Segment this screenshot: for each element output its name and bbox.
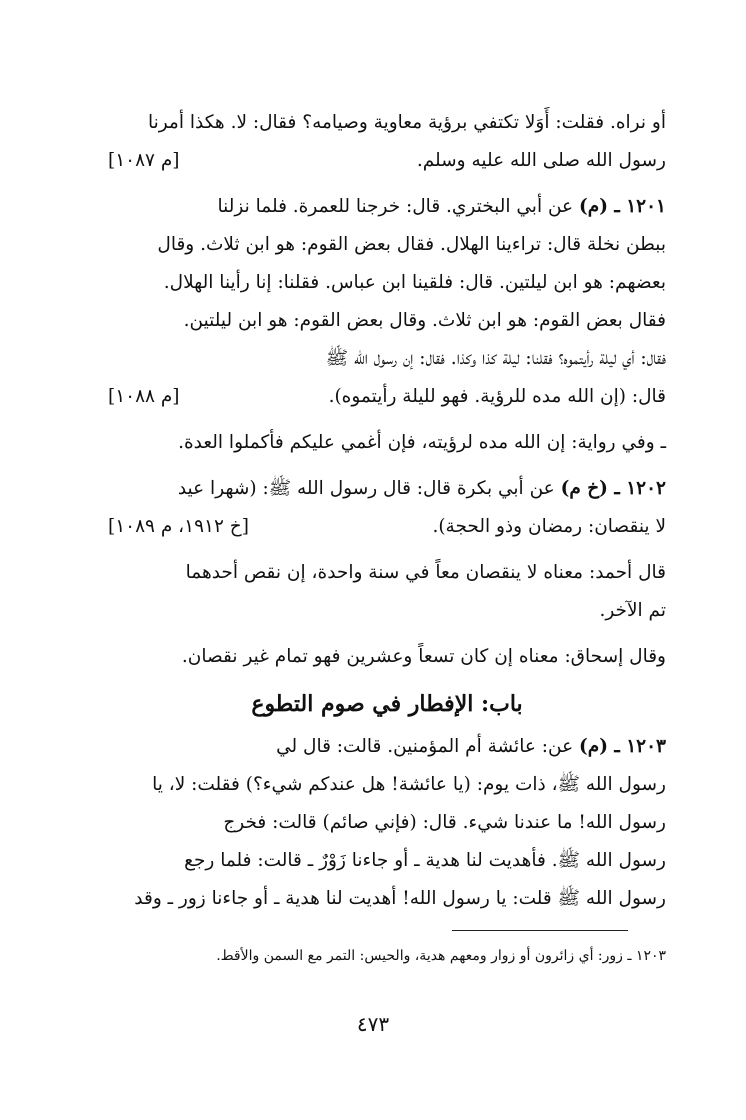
- text-line: [108, 508, 666, 546]
- footnote-divider: [452, 930, 628, 931]
- narration-note: [108, 424, 666, 462]
- text-segment: لا ينقصان: رمضان وذو الحجة).: [432, 516, 666, 537]
- hadith-number: ١٢٠٣ ـ (م): [578, 736, 666, 757]
- footnote: ١٢٠٣ ـ زور: أي زائرون أو زوار ومعهم هدية، والحيس: التمر مع السمن والأقط.: [216, 948, 666, 964]
- text-line: [108, 470, 666, 508]
- text-line: أو نراه. فقلت: أَوَلا تكتفي برؤية معاوية وصيامه؟ فقال: لا. هكذا أمرنا: [147, 112, 666, 133]
- text-line: ـ وفي رواية: إن الله مده لرؤيته، فإن أغمي عليكم فأكملوا العدة.: [178, 432, 666, 453]
- ahmad-commentary: [108, 554, 666, 630]
- text-line: رسول الله ﷺ قلت: يا رسول الله! أهديت لنا هدية ـ أو جاءنا زور ـ وقد: [134, 888, 666, 909]
- text-segment: عن: عائشة أم المؤمنين. قالت: قال لي: [276, 736, 579, 757]
- text-line: بعضهم: هو ابن ليلتين. قال: فلقينا ابن عباس. فقلنا: إنا رأينا الهلال.: [163, 272, 666, 293]
- text-line: فقال: أي ليلة رأيتموه؟ فقلنا: ليلة كذا وكذا. فقال: إن رسول الله ﷺ: [325, 348, 666, 369]
- text-line: فقال بعض القوم: هو ابن ثلاث. وقال بعض القوم: هو ابن ليلتين.: [183, 310, 666, 331]
- text-line: [108, 378, 666, 416]
- hadith-number: ١٢٠١ ـ (م): [578, 196, 666, 217]
- text-line: تم الآخر.: [599, 600, 666, 621]
- text-segment: رسول الله صلى الله عليه وسلم.: [416, 150, 666, 171]
- text-line: [108, 188, 666, 226]
- ishaq-commentary: [108, 638, 666, 676]
- text-segment: قال: (إن الله مده للرؤية. فهو لليلة رأيتموه).: [328, 386, 666, 407]
- chapter-heading: باب: الإفطار في صوم التطوع: [251, 691, 523, 717]
- hadith-1203: [108, 728, 666, 918]
- hadith-1201: [108, 188, 666, 416]
- main-text: [108, 104, 666, 918]
- text-line: رسول الله ﷺ. فأهديت لنا هدية ـ أو جاءنا زَوْرٌ ـ قالت: فلما رجع: [184, 850, 666, 871]
- text-line: ببطن نخلة قال: تراءينا الهلال. فقال بعض القوم: هو ابن ثلاث. وقال: [157, 234, 666, 255]
- text-line: قال أحمد: معناه لا ينقصان معاً في سنة واحدة، إن نقص أحدهما: [185, 562, 666, 583]
- text-line: رسول الله! ما عندنا شيء. قال: (فإني صائم) قالت: فخرج: [223, 812, 666, 833]
- text-line: [108, 728, 666, 766]
- hadith-reference: [م ١٠٨٨]: [108, 386, 180, 407]
- hadith-1202: [108, 470, 666, 546]
- text-segment: عن أبي البختري. قال: خرجنا للعمرة. فلما نزلنا: [217, 196, 579, 217]
- text-segment: عن أبي بكرة قال: قال رسول الله ﷺ: (شهرا عيد: [177, 478, 561, 499]
- text-line: رسول الله ﷺ، ذات يوم: (يا عائشة! هل عندكم شيء؟) فقلت: لا، يا: [152, 774, 666, 795]
- hadith-reference: [خ ١٩١٢، م ١٠٨٩]: [108, 516, 249, 537]
- hadith-reference: [م ١٠٨٧]: [108, 150, 180, 171]
- paragraph-1: [108, 104, 666, 180]
- text-line: [108, 142, 666, 180]
- text-line: وقال إسحاق: معناه إن كان تسعاً وعشرين فهو تمام غير نقصان.: [181, 646, 666, 667]
- page-number: ٤٧٣: [356, 1012, 390, 1036]
- hadith-number: ١٢٠٢ ـ (خ م): [560, 478, 666, 499]
